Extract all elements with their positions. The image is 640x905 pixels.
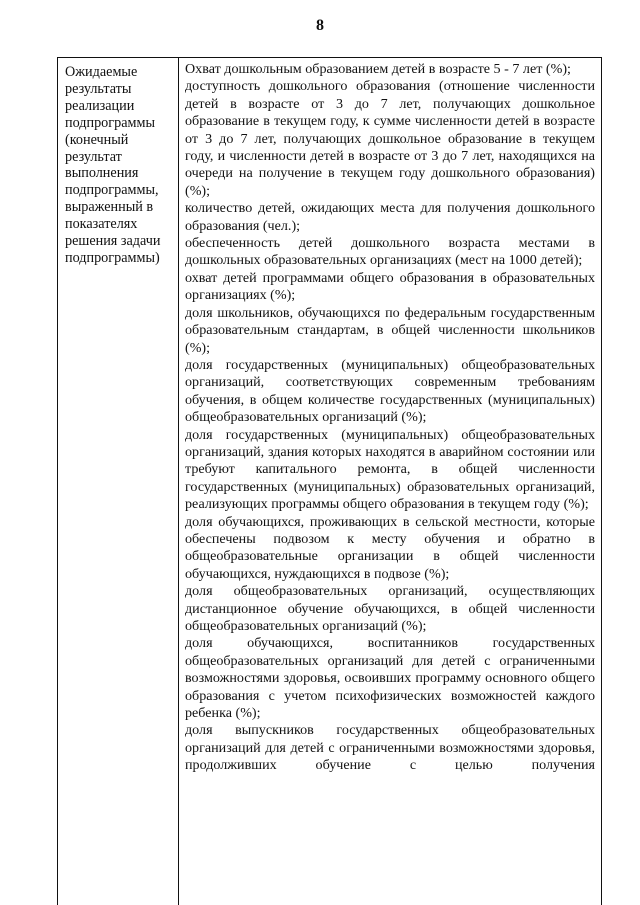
list-item: доля обучающихся, проживающих в сельской местности, которые обеспечены подвозом к месту обучения и обратно в общеобразовательные организации в общей численности обучающихся, нуждающихся в подвозе (%); xyxy=(185,513,595,582)
list-item: Охват дошкольным образованием детей в возрасте 5 - 7 лет (%); xyxy=(185,61,571,77)
table-row xyxy=(58,58,602,905)
row-label-cell xyxy=(58,58,179,905)
list-item: доля государственных (муниципальных) общеобразовательных организаций, соответствующих современным требованиям обучения, в общем количестве государственных (муниципальных) общеобразовательных организаций (%); xyxy=(185,356,595,426)
page-number: 8 xyxy=(316,17,324,34)
list-item: количество детей, ожидающих места для получения дошкольного образования (чел.); xyxy=(185,200,595,234)
list-item: охват детей программами общего образования в образовательных организациях (%); xyxy=(185,269,595,304)
list-item: обеспеченность детей дошкольного возраста местами в дошкольных образовательных организациях (мест на 1000 детей); xyxy=(185,235,595,269)
row-label: Ожидаемые результаты реализации подпрограммы (конечный результат выполнения подпрограммы, выраженный в показателях решения задачи подпрограммы) xyxy=(65,64,161,266)
list-item: доля государственных (муниципальных) общеобразовательных организаций, здания которых находятся в аварийном состоянии или требуют капитального ремонта, в общей численности государственных (муниципальных) образовательных организаций, реализующих программы общего образования в текущем году (%); xyxy=(185,426,595,513)
row-content-cell xyxy=(179,58,602,905)
list-item: доля обучающихся, воспитанников государственных общеобразовательных организаций для детей с ограниченными возможностями здоровья, освоивших программу основного общего образования с учетом психофизических возможностей каждого ребенка (%); xyxy=(185,635,595,722)
list-item: доля выпускников государственных общеобразовательных организаций для детей с ограниченными возможностями здоровья, продолживших обучение с целью получения xyxy=(185,722,595,774)
list-item: доля общеобразовательных организаций, осуществляющих дистанционное обучение обучающихся, в общей численности общеобразовательных организаций (%); xyxy=(185,583,595,634)
results-list xyxy=(179,58,601,775)
results-table xyxy=(57,57,602,905)
list-item: доля школьников, обучающихся по федеральным государственным образовательным стандартам, в общей численности школьников (%); xyxy=(185,304,595,356)
list-item: доступность дошкольного образования (отношение численности детей в возрасте от 3 до 7 лет, получающих дошкольное образование в текущем году, к сумме численности детей в возрасте от 3 до 7 лет, получающих дошкольное образование в текущем году, и численности детей в возрасте от 3 до 7 лет, находящихся на очереди на получение в текущем году дошкольного образования) (%); xyxy=(185,78,595,199)
